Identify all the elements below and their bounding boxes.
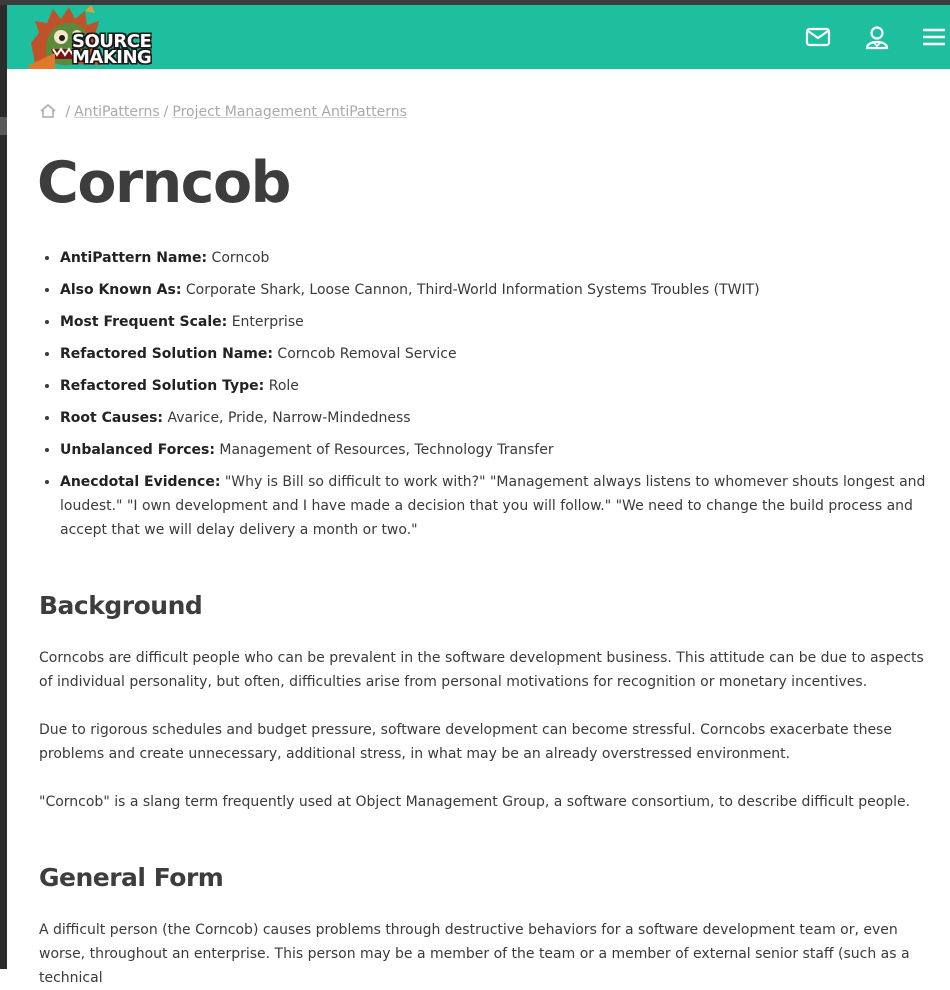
menu-icon[interactable] <box>920 23 948 51</box>
breadcrumb-separator: / <box>65 104 71 120</box>
breadcrumb-separator: / <box>163 104 169 120</box>
left-window-edge <box>0 5 7 969</box>
fact-value: Corncob <box>207 250 270 266</box>
breadcrumb <box>39 103 407 120</box>
fact-label: Refactored Solution Name: <box>60 346 273 362</box>
page-title: Corncob <box>37 150 290 216</box>
antipattern-facts-list <box>39 246 950 550</box>
site-header <box>7 5 950 69</box>
list-item <box>60 278 950 302</box>
section-heading-general-form: General Form <box>39 863 224 892</box>
fact-value: Role <box>264 378 299 394</box>
background-paragraph: Corncobs are difficult people who can be prevalent in the software development business. This attitude can be due to aspects of individual personality, but often, difficulties arise from personal motivations for recognition or monetary incentives. <box>39 650 924 690</box>
mail-icon[interactable] <box>804 23 832 51</box>
list-item <box>60 342 950 366</box>
general-form-paragraph: A difficult person (the Corncob) causes problems through destructive behaviors for a software development team or, even worse, throughout an enterprise. This person may be a member of the team or a member of external senior staff (such as a technical <box>39 922 910 986</box>
fact-label: Root Causes: <box>60 410 164 426</box>
site-logo[interactable] <box>25 3 152 71</box>
list-item <box>60 374 950 398</box>
fact-label: AntiPattern Name: <box>60 250 208 266</box>
breadcrumb-link-antipatterns[interactable]: AntiPatterns <box>74 104 160 120</box>
fact-value: Management of Resources, Technology Transfer <box>214 442 554 458</box>
logo-text-making: MAKING <box>72 47 152 68</box>
fact-label: Most Frequent Scale: <box>60 314 228 330</box>
background-paragraph: Due to rigorous schedules and budget pressure, software development can become stressful. Corncobs exacerbate these problems and create unnecessary, additional stress, in what may be an already overstressed environment. <box>39 722 892 762</box>
list-item <box>60 310 950 334</box>
fact-label: Unbalanced Forces: <box>60 442 215 458</box>
home-icon[interactable] <box>39 103 57 119</box>
fact-value: Corncob Removal Service <box>272 346 457 362</box>
fact-value: Enterprise <box>227 314 304 330</box>
section-heading-background: Background <box>39 591 203 620</box>
user-icon[interactable] <box>863 23 891 51</box>
list-item <box>60 246 950 270</box>
fact-value: "Why is Bill so difficult to work with?" "Management always listens to whomever shouts longest and loudest." "I own development and I have made a decision that you will follow." "We need to change the build process and accept that we will delay delivery a month or two." <box>60 474 926 538</box>
list-item <box>60 470 950 542</box>
fact-label: Also Known As: <box>60 282 182 298</box>
list-item <box>60 438 950 462</box>
logo-text-source: SOURCE <box>72 31 152 52</box>
edge-marker <box>0 117 7 135</box>
fact-label: Anecdotal Evidence: <box>60 474 221 490</box>
breadcrumb-link-project-management[interactable]: Project Management AntiPatterns <box>172 104 407 120</box>
background-paragraph: "Corncob" is a slang term frequently used at Object Management Group, a software consortium, to describe difficult people. <box>39 794 911 810</box>
fact-value: Corporate Shark, Loose Cannon, Third-World Information Systems Troubles (TWIT) <box>181 282 760 298</box>
fact-label: Refactored Solution Type: <box>60 378 265 394</box>
list-item <box>60 406 950 430</box>
fact-value: Avarice, Pride, Narrow-Mindedness <box>163 410 411 426</box>
